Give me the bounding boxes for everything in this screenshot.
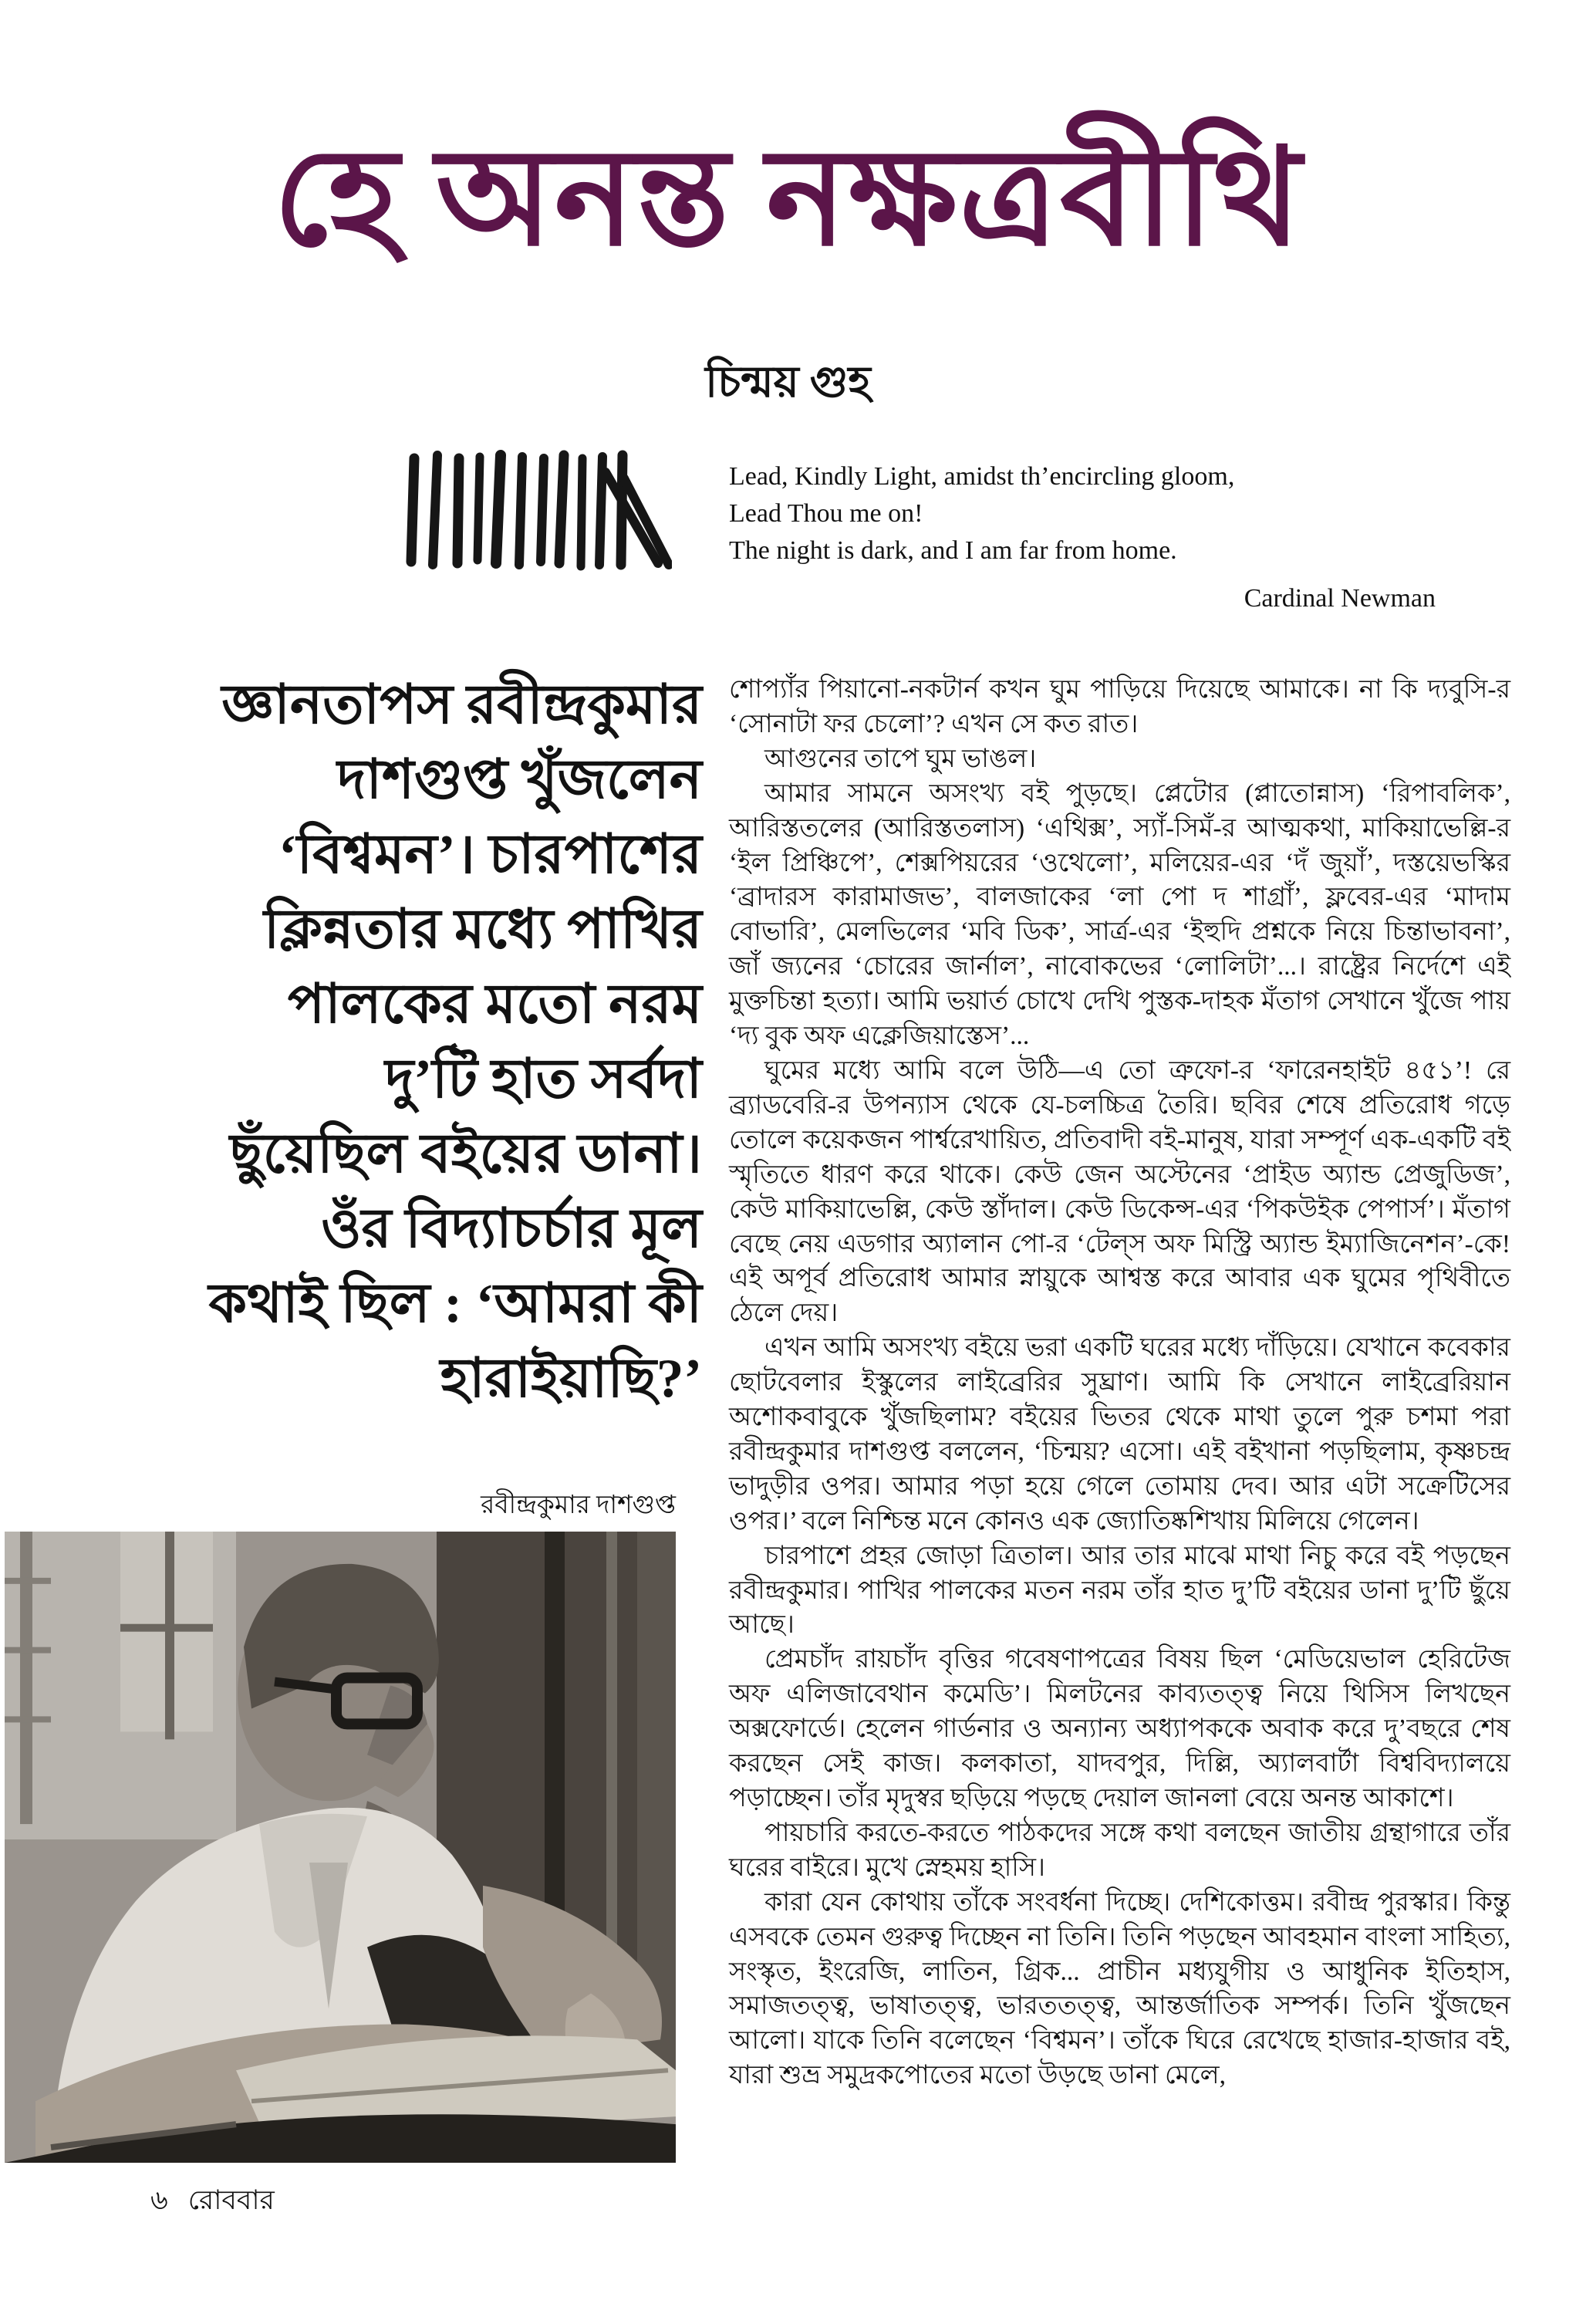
pull-quote-line: ছুঁয়েছিল বইয়ের ডানা। — [229, 1124, 702, 1184]
body-paragraph: চারপাশে প্রহর জোড়া ত্রিতাল। আর তার মাঝে মাথা নিচু করে বই পড়ছেন রবীন্দ্রকুমার। পাখির পালকের মতন নরম তাঁর হাত দু’টি বইয়ের ডানা দু’টি ছুঁয়ে আছে। — [729, 1541, 1510, 1640]
pull-quote-line: পালকের মতো নরম — [287, 975, 702, 1035]
author-byline: চিন্ময় গুহ — [705, 359, 871, 407]
page-number: ৬ — [150, 2185, 168, 2215]
epigraph-line: Lead, Kindly Light, amidst th’encircling gloom, — [729, 462, 1235, 491]
pull-quote-line: ক্লিন্নতার মধ্যে পাখির — [264, 900, 702, 960]
body-paragraph: প্রেমচাঁদ রায়চাঁদ বৃত্তির গবেষণাপত্রের বিষয় ছিল ‘মেডিয়েভাল হেরিটেজ অফ এলিজাবেথান কমেডি’। মিলটনের কাব্যতত্ত্ব নিয়ে থিসিস লিখছেন অক্সফোর্ডে। হেলেন গার্ডনার ও অন্যান্য অধ্যাপককে অবাক করে দু’বছরে শেষ করছেন সেই কাজ। কলকাতা, যাদবপুর, দিল্লি, অ্যালবার্টা বিশ্ববিদ্যালয়ে পড়াচ্ছেন। তাঁর মৃদুস্বর ছড়িয়ে পড়ছে দেয়াল জানলা বেয়ে অনন্ত আকাশে। — [729, 1645, 1510, 1812]
pull-quote-line: দাশগুপ্ত খুঁজলেন — [337, 750, 702, 810]
photo-rabindrakumar — [5, 1532, 676, 2163]
body-paragraph: ঘুমের মধ্যে আমি বলে উঠি—এ তো ত্রুফো-র ‘ফারেনহাইট ৪৫১’! রে ব্র্যাডবেরি-র উপন্যাস থেকে যে-চলচ্চিত্র তৈরি। ছবির শেষে প্রতিরোধ গড়ে তোলে কয়েকজন পার্শ্বরেখায়িত, প্রতিবাদী বই-মানুষ, যারা সম্পূর্ণ এক-একটি বই স্মৃতিতে ধারণ করে থাকে। কেউ জেন অস্টেনের ‘প্রাইড অ্যান্ড প্রেজুডিজ’, কেউ মাকিয়াভেল্লি, কেউ স্তাঁদাল। কেউ ডিকেন্স-এর ‘পিকউইক পেপার্স’। মঁতাগ বেছে নেয় এডগার অ্যালান পো-র ‘টেল্স অফ মিস্ট্রি অ্যান্ড ইম্যাজিনেশন’-কে! এই অপূর্ব প্রতিরোধ আমার স্নায়ুকে আশ্বস্ত করে আবার এক ঘুমের পৃথিবীতে ঠেলে দেয়। — [729, 1056, 1510, 1328]
body-paragraph: আগুনের তাপে ঘুম ভাঙল। — [764, 744, 1037, 773]
body-paragraph: কারা যেন কোথায় তাঁকে সংবর্ধনা দিচ্ছে। দেশিকোত্তম। রবীন্দ্র পুরস্কার। কিন্তু এসবকে তেমন গুরুত্ব দিচ্ছেন না তিনি। তিনি পড়ছেন আবহমান বাংলা সাহিত্য, সংস্কৃত, ইংরেজি, লাতিন, গ্রিক... প্রাচীন মধ্যযুগীয় ও আধুনিক ইতিহাস, সমাজতত্ত্ব, ভাষাতত্ত্ব, ভারততত্ত্ব, আন্তর্জাতিক সম্পর্ক। তিনি খুঁজছেন আলো। যাকে তিনি বলেছেন ‘বিশ্বমন’। তাঁকে ঘিরে রেখেছে হাজার-হাজার বই, যারা শুভ্র সমুদ্রকপোতের মতো উড়ছে ডানা মেলে, — [729, 1887, 1510, 2090]
page-title: হে অনন্ত নক্ষত্রবীথি — [273, 123, 1303, 273]
body-paragraph: পায়চারি করতে-করতে পাঠকদের সঙ্গে কথা বলছেন জাতীয় গ্রন্থাগারে তাঁর ঘরের বাইরে। মুখে স্নেহময় হাসি। — [729, 1818, 1510, 1882]
body-paragraph: শোপ্যাঁর পিয়ানো-নকটার্ন কখন ঘুম পাড়িয়ে দিয়েছে আমাকে। না কি দ্যবুসি-র ‘সোনাটা ফর চেলো’? এখন সে কত রাত। — [729, 675, 1510, 738]
epigraph-line: The night is dark, and I am far from home. — [729, 536, 1177, 565]
pull-quote-line: জ্ঞানতাপস রবীন্দ্রকুমার — [221, 675, 702, 735]
pull-quote-line: কথাই ছিল : ‘আমরা কী — [208, 1274, 702, 1334]
body-paragraph: আমার সামনে অসংখ্য বই পুড়ছে। প্লেটোর (প্লাতোন্নাস) ‘রিপাবলিক’, আরিস্ততলের (আরিস্ততলাস) ‘এথিক্স’, স্যাঁ-সিমঁ-র আত্মকথা, মাকিয়াভেল্লি-র ‘ইল প্রিঞ্চিপে’, শেক্সপিয়রের ‘ওথেলো’, মলিয়ের-এর ‘দঁ জুয়াঁ’, দস্তয়েভস্কির ‘ব্রাদারস কারামাজভ’, বালজাকের ‘লা পো দ শাগ্রাঁ’, ফ্লবের-এর ‘মাদাম বোভারি’, মেলভিলের ‘মবি ডিক’, সার্ত্র-এর ‘ইহুদি প্রশ্নকে নিয়ে চিন্তাভাবনা’, জাঁ জ্যনের ‘চোরের জার্নাল’, নাবোকভের ‘লোলিটা’...। রাষ্ট্রের নির্দেশে এই মুক্তচিন্তা হত্যা। আমি ভয়ার্ত চোখে দেখি পুস্তক-দাহক মঁতাগ সেখানে খুঁজে পায় ‘দ্য বুক অফ এক্লেজিয়াস্তেস’... — [729, 779, 1510, 1051]
pull-quote-line: ‘বিশ্বমন’। চারপাশের — [278, 825, 702, 885]
pull-quote — [91, 668, 702, 1417]
books-sketch-icon — [403, 448, 672, 571]
pull-quote-line: হারাইয়াছি?’ — [440, 1349, 702, 1409]
magazine-name: রোববার — [187, 2185, 275, 2215]
pull-quote-line: দু’টি হাত সর্বদা — [385, 1049, 702, 1110]
pull-quote-line: ওঁর বিদ্যাচর্চার মূল — [321, 1199, 702, 1259]
article-body — [729, 673, 1510, 2093]
epigraph-attribution: Cardinal Newman — [1244, 584, 1436, 613]
ink-strokes-sketch — [403, 448, 672, 571]
body-paragraph: এখন আমি অসংখ্য বইয়ে ভরা একটি ঘরের মধ্যে দাঁড়িয়ে। যেখানে কবেকার ছোটবেলার ইস্কুলের লাইব্রেরির সুঘ্রাণ। আমি কি সেখানে লাইব্রেরিয়ান অশোকবাবুকে খুঁজছিলাম? বইয়ের ভিতর থেকে মাথা তুলে পুরু চশমা পরা রবীন্দ্রকুমার দাশগুপ্ত বললেন, ‘চিন্ময়? এসো। এই বইখানা পড়ছিলাম, কৃষ্ণচন্দ্র ভাদুড়ীর ওপর। আমার পড়া হয়ে গেলে তোমায় দেব। আর এটা সক্রেটিসের ওপর।’ বলে নিশ্চিন্ত মনে কোনও এক জ্যোতিষ্কশিখায় মিলিয়ে গেলেন। — [729, 1333, 1510, 1535]
epigraph-line: Lead Thou me on! — [729, 499, 923, 528]
photo-caption: রবীন্দ্রকুমার দাশগুপ্ত — [481, 1491, 676, 1519]
page-footer — [150, 2179, 275, 2224]
epigraph — [729, 458, 1468, 617]
